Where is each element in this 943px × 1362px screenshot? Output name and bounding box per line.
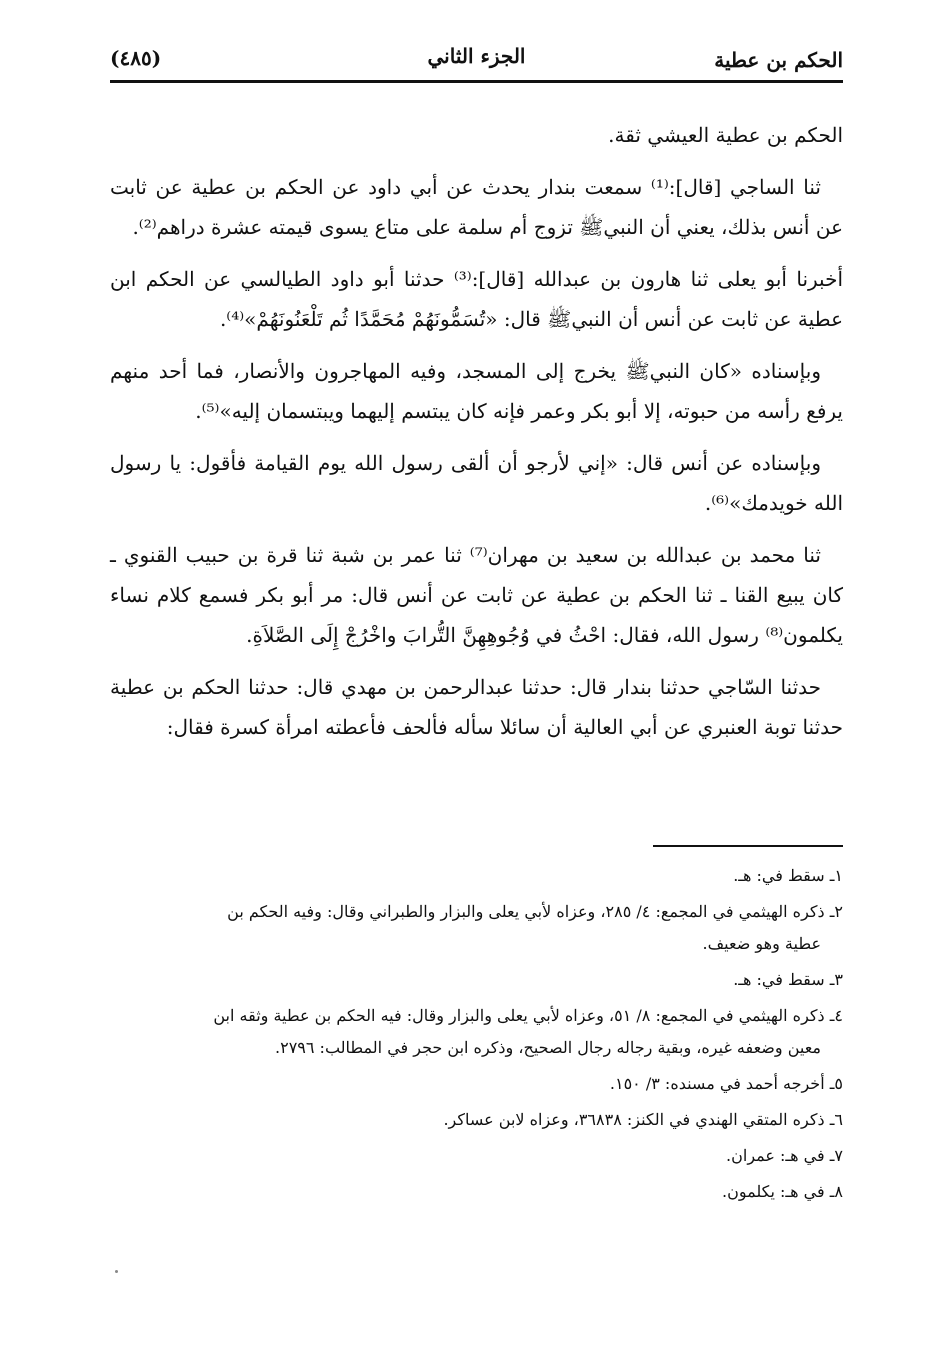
footnote-item xyxy=(110,1104,843,1136)
footnotes xyxy=(110,860,843,1212)
footnote-item xyxy=(110,860,843,892)
paragraph: ثنا محمد بن عبدالله بن سعيد بن مهران⁽⁷⁾ ثنا عمر بن شبة ثنا قرة بن حبيب القنوي ـ كان يبيع القنا ـ ثنا الحكم بن عطية عن ثابت عن أنس قال: مر أبو بكر فسمع كلام نساء يكلمون⁽⁸⁾ رسول الله، فقال: احْثُ في وُجُوهِهِنَّ التُّرابَ واخْرُجْ إِلَى الصَّلاَةِ. xyxy=(110,543,844,647)
footnote-text: ٣ـ سقط في: هـ. xyxy=(733,970,843,989)
footnote-text: ٢ـ ذكره الهيثمي في المجمع: ٤/ ٢٨٥، وعزاه لأبي يعلى والبزار والطبراني وقال: وفيه الحكم بن xyxy=(227,902,843,921)
scan-speck xyxy=(115,1270,118,1273)
footnote-text: ٤ـ ذكره الهيثمي في المجمع: ٨/ ٥١، وعزاه لأبي يعلى والبزار وقال: فيه الحكم بن عطية وثقه ابن xyxy=(213,1006,843,1025)
footnote-item xyxy=(110,964,843,996)
footnote-text: ٥ـ أخرجه أحمد في مسنده: ٣/ ١٥٠. xyxy=(609,1074,843,1093)
footnote-text: ٧ـ في هـ: عمران. xyxy=(726,1146,843,1165)
footnote-continuation: عطية وهو ضعيف. xyxy=(702,934,821,953)
paragraph: أخبرنا أبو يعلى ثنا هارون بن عبدالله [قال]:⁽³⁾ حدثنا أبو داود الطيالسي عن الحكم ابن عطية عن ثابت عن أنس أن النبيﷺ قال: «تُسَمُّونَهُمْ مُحَمَّدًا ثُم تَلْعَنُونَهُمْ»⁽⁴⁾. xyxy=(110,267,843,331)
main-text xyxy=(110,115,843,759)
paragraph: حدثنا السّاجي حدثنا بندار قال: حدثنا عبدالرحمن بن مهدي قال: حدثنا الحكم بن عطية حدثنا توبة العنبري عن أبي العالية أن سائلا سأله فألحف فأعطته امرأة كسرة فقال: xyxy=(110,675,843,739)
paragraph: ثنا الساجي [قال]:⁽¹⁾ سمعت بندار يحدث عن أبي داود عن الحكم بن عطية عن ثابت عن أنس بذلك، يعني أن النبيﷺ تزوج أم سلمة على متاع يسوى قيمته عشرة دراهم⁽²⁾. xyxy=(110,175,843,239)
footnote-text: ١ـ سقط في: هـ. xyxy=(733,866,843,885)
paragraph: الحكم بن عطية العيشي ثقة. xyxy=(608,123,843,147)
footnote-item xyxy=(110,1000,843,1064)
volume-label: الجزء الثاني xyxy=(427,44,526,68)
footnote-text: ٦ـ ذكره المتقي الهندي في الكنز: ٣٦٨٣٨، وعزاه لابن عساكر. xyxy=(443,1110,843,1129)
chapter-title: الحكم بن عطية xyxy=(714,48,843,72)
footnote-item xyxy=(110,1140,843,1172)
page-number: (٤٨٥) xyxy=(110,46,162,70)
footnote-item xyxy=(110,1068,843,1100)
footnote-item xyxy=(110,1176,843,1208)
footnote-continuation: معين وضعفه غيره، وبقية رجاله رجال الصحيح، وذكره ابن حجر في المطالب: ٢٧٩٦. xyxy=(275,1038,821,1057)
paragraph: وبإسناده «كان النبيﷺ يخرج إلى المسجد، وفيه المهاجرون والأنصار، فما أحد منهم يرفع رأسه من حبوته، إلا أبو بكر وعمر فإنه كان يبتسم إليهما ويبتسمان إليه»⁽⁵⁾. xyxy=(110,359,843,423)
footnote-item xyxy=(110,896,843,960)
footnote-text: ٨ـ في هـ: يكلمون. xyxy=(722,1182,843,1201)
footnote-divider xyxy=(653,845,843,847)
page-header xyxy=(110,40,843,83)
paragraph: وبإسناده عن أنس قال: «إني لأرجو أن ألقى رسول الله يوم القيامة فأقول: يا رسول الله خويدمك»⁽⁶⁾. xyxy=(110,451,843,515)
